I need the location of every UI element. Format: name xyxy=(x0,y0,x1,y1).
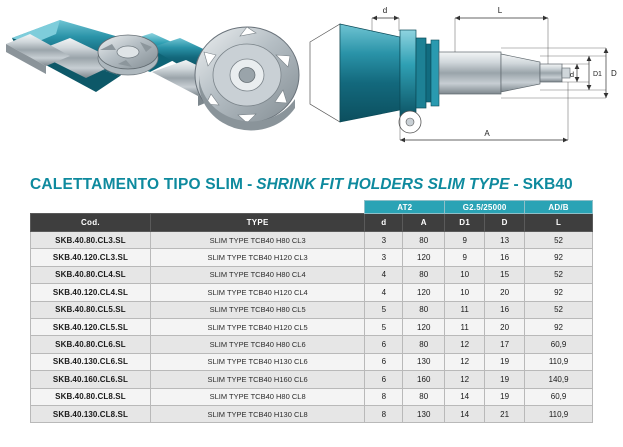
table-row[interactable] xyxy=(31,405,593,422)
cell-d: 8 xyxy=(365,405,403,422)
cell-cod: SKB.40.130.CL8.SL xyxy=(31,405,151,422)
cell-d: 4 xyxy=(365,266,403,283)
cell-dcap: 13 xyxy=(485,232,525,249)
cell-d: 3 xyxy=(365,249,403,266)
cell-dcap: 19 xyxy=(485,353,525,370)
dim-D1-right: D1 xyxy=(593,71,602,78)
title-separator-2: - xyxy=(513,176,519,193)
cell-a: 130 xyxy=(403,405,445,422)
dimensioned-side-view xyxy=(310,6,617,142)
cell-type: SLIM TYPE TCB40 H80 CL3 xyxy=(150,232,364,249)
cell-l: 92 xyxy=(525,249,593,266)
cell-a: 80 xyxy=(403,301,445,318)
dim-d-right: d xyxy=(569,70,575,79)
column-header-dcap: D xyxy=(485,214,525,232)
cell-l: 60,9 xyxy=(525,336,593,353)
column-header-d: d xyxy=(365,214,403,232)
cell-type: SLIM TYPE TCB40 H160 CL6 xyxy=(150,371,364,388)
cell-d: 5 xyxy=(365,318,403,335)
cell-dcap: 16 xyxy=(485,249,525,266)
column-header-cod: Cod. xyxy=(31,214,151,232)
cell-d1: 12 xyxy=(445,336,485,353)
cell-d1: 9 xyxy=(445,232,485,249)
cell-a: 120 xyxy=(403,249,445,266)
cell-d1: 11 xyxy=(445,301,485,318)
cell-cod: SKB.40.80.CL6.SL xyxy=(31,336,151,353)
cutter-left xyxy=(98,35,158,75)
cell-type: SLIM TYPE TCB40 H120 CL4 xyxy=(150,284,364,301)
table-header-row xyxy=(31,214,593,232)
table-row[interactable] xyxy=(31,266,593,283)
cell-cod: SKB.40.120.CL3.SL xyxy=(31,249,151,266)
column-header-a: A xyxy=(403,214,445,232)
cell-d1: 14 xyxy=(445,405,485,422)
dim-A-bottom: A xyxy=(484,129,490,138)
cell-d: 4 xyxy=(365,284,403,301)
illustration-svg xyxy=(0,0,623,165)
cell-cod: SKB.40.120.CL5.SL xyxy=(31,318,151,335)
table-row[interactable] xyxy=(31,388,593,405)
cell-d1: 11 xyxy=(445,318,485,335)
cell-l: 110,9 xyxy=(525,405,593,422)
table-row[interactable] xyxy=(31,318,593,335)
table-row[interactable] xyxy=(31,353,593,370)
cell-d1: 12 xyxy=(445,371,485,388)
cell-d: 8 xyxy=(365,388,403,405)
cell-dcap: 20 xyxy=(485,318,525,335)
cell-a: 80 xyxy=(403,388,445,405)
cell-d1: 14 xyxy=(445,388,485,405)
cell-l: 140,9 xyxy=(525,371,593,388)
dim-D-right: D xyxy=(611,69,617,78)
cell-d1: 12 xyxy=(445,353,485,370)
cell-l: 52 xyxy=(525,266,593,283)
dim-L-top: L xyxy=(497,6,503,15)
cell-dcap: 21 xyxy=(485,405,525,422)
cell-type: SLIM TYPE TCB40 H130 CL6 xyxy=(150,353,364,370)
cell-dcap: 16 xyxy=(485,301,525,318)
group-header-blank xyxy=(31,201,365,214)
cell-cod: SKB.40.80.CL4.SL xyxy=(31,266,151,283)
cell-cod: SKB.40.80.CL8.SL xyxy=(31,388,151,405)
cell-dcap: 19 xyxy=(485,388,525,405)
table-row[interactable] xyxy=(31,371,593,388)
cell-cod: SKB.40.80.CL5.SL xyxy=(31,301,151,318)
cell-d1: 10 xyxy=(445,284,485,301)
title-separator: - xyxy=(247,176,253,193)
product-illustration xyxy=(0,0,623,165)
cell-l: 52 xyxy=(525,232,593,249)
cell-dcap: 20 xyxy=(485,284,525,301)
cell-dcap: 17 xyxy=(485,336,525,353)
group-header-adb: AD/B xyxy=(525,201,593,214)
cell-l: 110,9 xyxy=(525,353,593,370)
cell-cod: SKB.40.130.CL6.SL xyxy=(31,353,151,370)
section-title xyxy=(0,172,623,198)
cell-dcap: 15 xyxy=(485,266,525,283)
table-group-header-row xyxy=(31,201,593,214)
cell-d1: 10 xyxy=(445,266,485,283)
cell-l: 52 xyxy=(525,301,593,318)
table-body xyxy=(31,232,593,423)
cell-type: SLIM TYPE TCB40 H80 CL4 xyxy=(150,266,364,283)
specifications-table xyxy=(30,200,593,423)
column-header-d1: D1 xyxy=(445,214,485,232)
cell-a: 80 xyxy=(403,232,445,249)
cell-type: SLIM TYPE TCB40 H130 CL8 xyxy=(150,405,364,422)
cell-type: SLIM TYPE TCB40 H120 CL3 xyxy=(150,249,364,266)
column-header-l: L xyxy=(525,214,593,232)
cutter-front-view xyxy=(195,27,299,130)
cell-dcap: 19 xyxy=(485,371,525,388)
cell-d1: 9 xyxy=(445,249,485,266)
group-header-at2: AT2 xyxy=(365,201,445,214)
cell-cod: SKB.40.120.CL4.SL xyxy=(31,284,151,301)
cell-type: SLIM TYPE TCB40 H80 CL5 xyxy=(150,301,364,318)
cell-d: 5 xyxy=(365,301,403,318)
cell-cod: SKB.40.80.CL3.SL xyxy=(31,232,151,249)
cell-l: 60,9 xyxy=(525,388,593,405)
group-header-balance: G2.5/25000 xyxy=(445,201,525,214)
table-row[interactable] xyxy=(31,284,593,301)
cell-d: 6 xyxy=(365,353,403,370)
cell-d: 6 xyxy=(365,371,403,388)
cell-a: 120 xyxy=(403,284,445,301)
cell-type: SLIM TYPE TCB40 H120 CL5 xyxy=(150,318,364,335)
table-row[interactable] xyxy=(31,336,593,353)
table-row[interactable] xyxy=(31,232,593,249)
title-italian: CALETTAMENTO TIPO SLIM xyxy=(30,176,244,193)
cell-d: 3 xyxy=(365,232,403,249)
dim-d-top: d xyxy=(382,6,388,15)
cell-cod: SKB.40.160.CL6.SL xyxy=(31,371,151,388)
cell-type: SLIM TYPE TCB40 H80 CL8 xyxy=(150,388,364,405)
cell-l: 92 xyxy=(525,318,593,335)
cell-type: SLIM TYPE TCB40 H80 CL6 xyxy=(150,336,364,353)
column-header-type: TYPE xyxy=(150,214,364,232)
cell-a: 120 xyxy=(403,318,445,335)
title-english: SHRINK FIT HOLDERS SLIM TYPE xyxy=(256,176,510,193)
cell-d: 6 xyxy=(365,336,403,353)
cell-l: 92 xyxy=(525,284,593,301)
cell-a: 130 xyxy=(403,353,445,370)
cell-a: 160 xyxy=(403,371,445,388)
cell-a: 80 xyxy=(403,336,445,353)
cell-a: 80 xyxy=(403,266,445,283)
title-product-code: SKB40 xyxy=(522,176,573,193)
table-row[interactable] xyxy=(31,301,593,318)
table-row[interactable] xyxy=(31,249,593,266)
